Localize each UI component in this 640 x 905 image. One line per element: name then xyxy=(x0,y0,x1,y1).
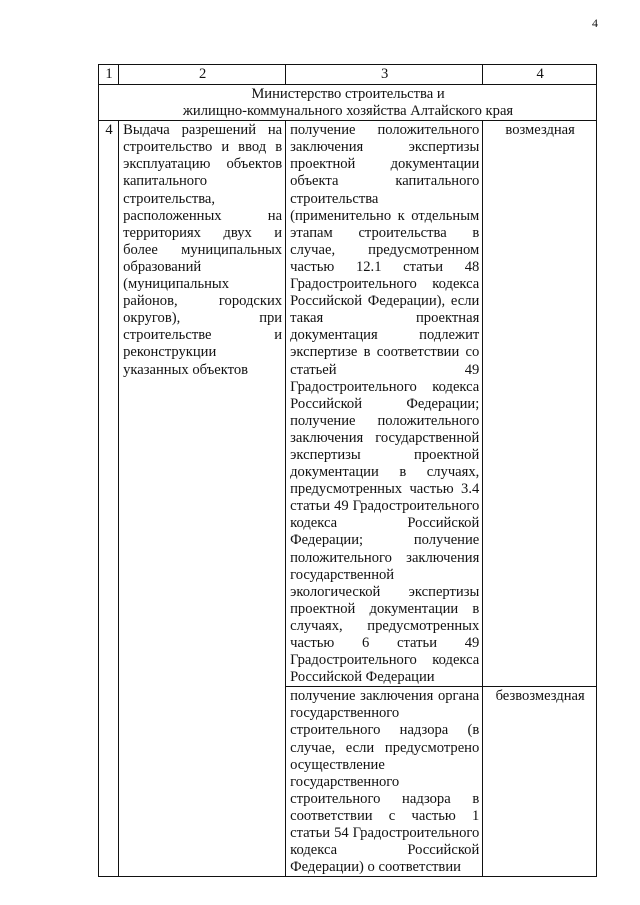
section-heading-line: Министерство строительства и xyxy=(251,86,445,102)
services-table xyxy=(98,64,597,877)
payment-type: возмездная xyxy=(483,121,597,687)
page-number: 4 xyxy=(592,16,598,30)
column-header: 4 xyxy=(483,65,597,85)
column-header: 3 xyxy=(286,65,483,85)
requirement-text: получение положительного заключения экспертизы проектной документации объекта капитального строительства (применительно к отдельным этапам строительства в случае, предусмотренном частью 12.1 статьи 48 Градостроительного кодекса Российской Федерации), если такая проектная документация подлежит экспертизе в соответствии со статьей 49 Градостроительного кодекса Российской Федерации; получение положительного заключения государственной экспертизы проектной документации в случаях, предусмотренных частью 3.4 статьи 49 Градостроительного кодекса Российской Федерации; получение положительного заключения государственной экологической экспертизы проектной документации в случаях, предусмотренных частью 6 статьи 49 Градостроительного кодекса Российской Федерации xyxy=(286,121,483,687)
column-header: 2 xyxy=(119,65,286,85)
requirement-text: получение заключения органа государственного строительного надзора (в случае, если предусмотрено осуществление государственного строительного надзора в соответствии с частью 1 статьи 54 Градостроительного кодекса Российской Федерации) о соответствии xyxy=(286,687,483,877)
column-header: 1 xyxy=(99,65,119,85)
section-row xyxy=(99,85,597,121)
section-heading-line: жилищно-коммунального хозяйства Алтайского края xyxy=(182,103,514,120)
table-row xyxy=(99,121,597,687)
service-name: Выдача разрешений на строительство и ввод в эксплуатацию объектов капитального строительства, расположенных на территориях двух и более муниципальных образований (муниципальных районов, городских округов), при строительстве и реконструкции указанных объектов xyxy=(119,121,286,877)
row-number: 4 xyxy=(99,121,119,877)
payment-type: безвозмездная xyxy=(483,687,597,877)
section-heading xyxy=(99,85,597,121)
column-number-row xyxy=(99,65,597,85)
